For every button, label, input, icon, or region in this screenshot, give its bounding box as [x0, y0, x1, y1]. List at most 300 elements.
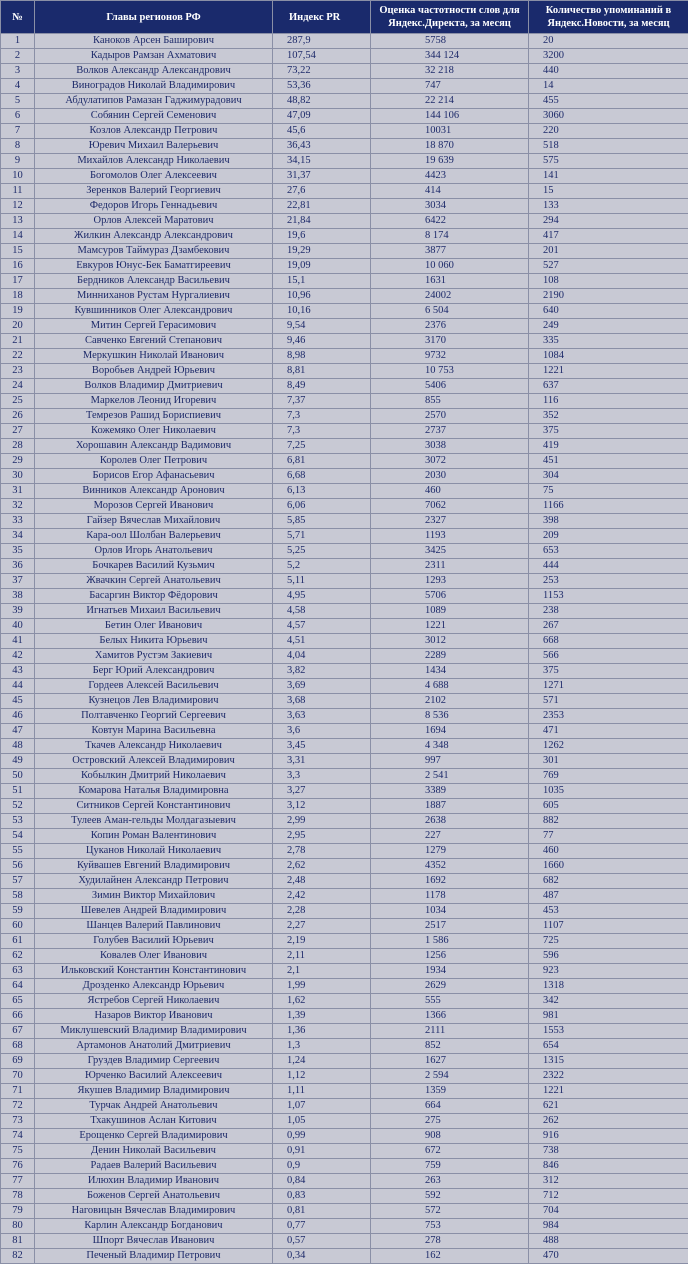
pr-index: 3,63 [273, 709, 371, 724]
governor-name: Ковалев Олег Иванович [35, 949, 273, 964]
yandex-direct-frequency: 10 060 [371, 259, 529, 274]
governor-name: Берг Юрий Александрович [35, 664, 273, 679]
table-row [1, 154, 688, 169]
pr-index: 6,81 [273, 454, 371, 469]
yandex-direct-frequency: 747 [371, 79, 529, 94]
yandex-direct-frequency: 1034 [371, 904, 529, 919]
pr-index: 3,69 [273, 679, 371, 694]
row-number: 45 [1, 694, 35, 709]
row-number: 17 [1, 274, 35, 289]
table-row [1, 244, 688, 259]
table-row [1, 169, 688, 184]
pr-index: 6,06 [273, 499, 371, 514]
yandex-news-mentions: 375 [529, 424, 688, 439]
row-number: 6 [1, 109, 35, 124]
governor-name: Груздев Владимир Сергеевич [35, 1054, 273, 1069]
pr-index: 2,19 [273, 934, 371, 949]
yandex-news-mentions: 14 [529, 79, 688, 94]
row-number: 52 [1, 799, 35, 814]
row-number: 9 [1, 154, 35, 169]
yandex-news-mentions: 352 [529, 409, 688, 424]
pr-index: 1,11 [273, 1084, 371, 1099]
yandex-direct-frequency: 908 [371, 1129, 529, 1144]
yandex-news-mentions: 923 [529, 964, 688, 979]
yandex-news-mentions: 653 [529, 544, 688, 559]
pr-index: 3,68 [273, 694, 371, 709]
row-number: 24 [1, 379, 35, 394]
row-number: 25 [1, 394, 35, 409]
governor-name: Митин Сергей Герасимович [35, 319, 273, 334]
governor-name: Радаев Валерий Васильевич [35, 1159, 273, 1174]
governor-name: Худилайнен Александр Петрович [35, 874, 273, 889]
yandex-direct-frequency: 1434 [371, 664, 529, 679]
pr-index: 1,24 [273, 1054, 371, 1069]
yandex-news-mentions: 1084 [529, 349, 688, 364]
governor-name: Турчак Андрей Анатольевич [35, 1099, 273, 1114]
table-row [1, 304, 688, 319]
yandex-direct-frequency: 10 753 [371, 364, 529, 379]
governor-name: Мамсуров Таймураз Дзамбекович [35, 244, 273, 259]
yandex-direct-frequency: 4423 [371, 169, 529, 184]
yandex-news-mentions: 440 [529, 64, 688, 79]
governor-name: Кадыров Рамзан Ахматович [35, 49, 273, 64]
yandex-direct-frequency: 2517 [371, 919, 529, 934]
pr-index: 19,09 [273, 259, 371, 274]
pr-index: 7,3 [273, 409, 371, 424]
table-row [1, 829, 688, 844]
yandex-direct-frequency: 10031 [371, 124, 529, 139]
row-number: 15 [1, 244, 35, 259]
yandex-news-mentions: 294 [529, 214, 688, 229]
row-number: 10 [1, 169, 35, 184]
pr-index: 45,6 [273, 124, 371, 139]
yandex-news-mentions: 444 [529, 559, 688, 574]
yandex-news-mentions: 640 [529, 304, 688, 319]
yandex-news-mentions: 621 [529, 1099, 688, 1114]
governor-name: Минниханов Рустам Нургалиевич [35, 289, 273, 304]
table-row [1, 889, 688, 904]
table-row [1, 334, 688, 349]
yandex-news-mentions: 1315 [529, 1054, 688, 1069]
row-number: 27 [1, 424, 35, 439]
yandex-news-mentions: 2353 [529, 709, 688, 724]
row-number: 68 [1, 1039, 35, 1054]
governor-name: Морозов Сергей Иванович [35, 499, 273, 514]
row-number: 67 [1, 1024, 35, 1039]
table-row [1, 1054, 688, 1069]
yandex-direct-frequency: 3170 [371, 334, 529, 349]
yandex-news-mentions: 267 [529, 619, 688, 634]
governor-name: Ильковский Константин Константинович [35, 964, 273, 979]
governor-name: Карлин Александр Богданович [35, 1219, 273, 1234]
yandex-direct-frequency: 1887 [371, 799, 529, 814]
yandex-direct-frequency: 8 174 [371, 229, 529, 244]
governor-name: Ковтун Марина Васильевна [35, 724, 273, 739]
row-number: 40 [1, 619, 35, 634]
header-row [1, 1, 688, 34]
table-body [1, 34, 688, 1264]
table-row [1, 679, 688, 694]
yandex-direct-frequency: 227 [371, 829, 529, 844]
yandex-news-mentions: 882 [529, 814, 688, 829]
yandex-direct-frequency: 3389 [371, 784, 529, 799]
row-number: 31 [1, 484, 35, 499]
table-row [1, 439, 688, 454]
yandex-news-mentions: 108 [529, 274, 688, 289]
yandex-direct-frequency: 162 [371, 1249, 529, 1264]
table-row [1, 79, 688, 94]
row-number: 61 [1, 934, 35, 949]
row-number: 35 [1, 544, 35, 559]
row-number: 76 [1, 1159, 35, 1174]
governor-name: Бетин Олег Иванович [35, 619, 273, 634]
row-number: 36 [1, 559, 35, 574]
table-row [1, 199, 688, 214]
yandex-news-mentions: 488 [529, 1234, 688, 1249]
row-number: 54 [1, 829, 35, 844]
pr-index: 5,11 [273, 574, 371, 589]
yandex-direct-frequency: 32 218 [371, 64, 529, 79]
row-number: 64 [1, 979, 35, 994]
table-row [1, 544, 688, 559]
yandex-news-mentions: 417 [529, 229, 688, 244]
yandex-news-mentions: 704 [529, 1204, 688, 1219]
table-row [1, 1084, 688, 1099]
governor-name: Орлов Игорь Анатольевич [35, 544, 273, 559]
pr-index: 1,39 [273, 1009, 371, 1024]
pr-index: 0,9 [273, 1159, 371, 1174]
yandex-direct-frequency: 414 [371, 184, 529, 199]
yandex-direct-frequency: 22 214 [371, 94, 529, 109]
yandex-direct-frequency: 278 [371, 1234, 529, 1249]
yandex-news-mentions: 1262 [529, 739, 688, 754]
pr-index: 19,29 [273, 244, 371, 259]
table-row [1, 979, 688, 994]
yandex-direct-frequency: 4 348 [371, 739, 529, 754]
pr-index: 6,13 [273, 484, 371, 499]
governor-name: Королев Олег Петрович [35, 454, 273, 469]
table-row [1, 1039, 688, 1054]
table-row [1, 469, 688, 484]
pr-index: 287,9 [273, 34, 371, 49]
table-row [1, 859, 688, 874]
pr-index: 3,45 [273, 739, 371, 754]
pr-index: 8,49 [273, 379, 371, 394]
governor-name: Винников Александр Аронович [35, 484, 273, 499]
table-row [1, 694, 688, 709]
yandex-direct-frequency: 1178 [371, 889, 529, 904]
yandex-news-mentions: 1271 [529, 679, 688, 694]
table-row [1, 514, 688, 529]
yandex-direct-frequency: 1692 [371, 874, 529, 889]
governor-name: Шанцев Валерий Павлинович [35, 919, 273, 934]
yandex-direct-frequency: 460 [371, 484, 529, 499]
pr-index: 3,27 [273, 784, 371, 799]
table-row [1, 454, 688, 469]
row-number: 44 [1, 679, 35, 694]
row-number: 71 [1, 1084, 35, 1099]
row-number: 62 [1, 949, 35, 964]
governor-name: Копин Роман Валентинович [35, 829, 273, 844]
row-number: 79 [1, 1204, 35, 1219]
yandex-direct-frequency: 997 [371, 754, 529, 769]
table-row [1, 649, 688, 664]
pr-index: 2,78 [273, 844, 371, 859]
row-number: 57 [1, 874, 35, 889]
yandex-news-mentions: 769 [529, 769, 688, 784]
pr-index: 0,77 [273, 1219, 371, 1234]
yandex-direct-frequency: 2737 [371, 424, 529, 439]
table-row [1, 1219, 688, 1234]
row-number: 20 [1, 319, 35, 334]
table-header [1, 1, 688, 34]
row-number: 32 [1, 499, 35, 514]
yandex-news-mentions: 335 [529, 334, 688, 349]
yandex-news-mentions: 342 [529, 994, 688, 1009]
pr-index: 4,04 [273, 649, 371, 664]
table-row [1, 394, 688, 409]
row-number: 8 [1, 139, 35, 154]
pr-index: 0,57 [273, 1234, 371, 1249]
table-row [1, 1069, 688, 1084]
yandex-news-mentions: 1553 [529, 1024, 688, 1039]
row-number: 66 [1, 1009, 35, 1024]
yandex-news-mentions: 301 [529, 754, 688, 769]
yandex-news-mentions: 15 [529, 184, 688, 199]
pr-index: 3,3 [273, 769, 371, 784]
yandex-direct-frequency: 144 106 [371, 109, 529, 124]
yandex-news-mentions: 1221 [529, 364, 688, 379]
yandex-news-mentions: 253 [529, 574, 688, 589]
governor-name: Хамитов Рустэм Закиевич [35, 649, 273, 664]
governor-name: Миклушевский Владимир Владимирович [35, 1024, 273, 1039]
governor-name: Игнатьев Михаил Васильевич [35, 604, 273, 619]
pr-index: 5,2 [273, 559, 371, 574]
yandex-news-mentions: 654 [529, 1039, 688, 1054]
governor-name: Наговицын Вячеслав Владимирович [35, 1204, 273, 1219]
yandex-news-mentions: 3200 [529, 49, 688, 64]
yandex-direct-frequency: 1089 [371, 604, 529, 619]
table-row [1, 124, 688, 139]
yandex-direct-frequency: 5758 [371, 34, 529, 49]
row-number: 30 [1, 469, 35, 484]
row-number: 48 [1, 739, 35, 754]
table-row [1, 64, 688, 79]
row-number: 26 [1, 409, 35, 424]
table-row [1, 814, 688, 829]
governor-name: Цуканов Николай Николаевич [35, 844, 273, 859]
table-row [1, 319, 688, 334]
table-row [1, 349, 688, 364]
table-row [1, 574, 688, 589]
row-number: 65 [1, 994, 35, 1009]
table-row [1, 709, 688, 724]
row-number: 11 [1, 184, 35, 199]
yandex-direct-frequency: 1359 [371, 1084, 529, 1099]
governor-name: Каноков Арсен Баширович [35, 34, 273, 49]
table-row [1, 844, 688, 859]
table-row [1, 1234, 688, 1249]
yandex-direct-frequency: 3425 [371, 544, 529, 559]
governor-name: Ткачев Александр Николаевич [35, 739, 273, 754]
yandex-news-mentions: 3060 [529, 109, 688, 124]
row-number: 77 [1, 1174, 35, 1189]
governor-name: Печеный Владимир Петрович [35, 1249, 273, 1264]
pr-index: 0,34 [273, 1249, 371, 1264]
governor-name: Ястребов Сергей Николаевич [35, 994, 273, 1009]
yandex-news-mentions: 725 [529, 934, 688, 949]
yandex-news-mentions: 141 [529, 169, 688, 184]
governor-name: Куйвашев Евгений Владимирович [35, 859, 273, 874]
yandex-direct-frequency: 5706 [371, 589, 529, 604]
governor-name: Денин Николай Васильевич [35, 1144, 273, 1159]
row-number: 50 [1, 769, 35, 784]
yandex-direct-frequency: 1279 [371, 844, 529, 859]
governor-name: Федоров Игорь Геннадьевич [35, 199, 273, 214]
table-row [1, 49, 688, 64]
pr-index: 5,85 [273, 514, 371, 529]
yandex-news-mentions: 984 [529, 1219, 688, 1234]
governor-name: Назаров Виктор Иванович [35, 1009, 273, 1024]
yandex-direct-frequency: 672 [371, 1144, 529, 1159]
row-number: 29 [1, 454, 35, 469]
governor-name: Бердников Александр Васильевич [35, 274, 273, 289]
pr-index: 8,98 [273, 349, 371, 364]
pr-index: 34,15 [273, 154, 371, 169]
yandex-news-mentions: 262 [529, 1114, 688, 1129]
governor-name: Шевелев Андрей Владимирович [35, 904, 273, 919]
governor-name: Юрченко Василий Алексеевич [35, 1069, 273, 1084]
pr-index: 3,82 [273, 664, 371, 679]
table-row [1, 109, 688, 124]
row-number: 22 [1, 349, 35, 364]
yandex-direct-frequency: 555 [371, 994, 529, 1009]
row-number: 4 [1, 79, 35, 94]
yandex-direct-frequency: 592 [371, 1189, 529, 1204]
yandex-news-mentions: 2190 [529, 289, 688, 304]
governor-name: Басаргин Виктор Фёдорович [35, 589, 273, 604]
yandex-direct-frequency: 8 536 [371, 709, 529, 724]
row-number: 14 [1, 229, 35, 244]
table-row [1, 949, 688, 964]
pr-index: 1,12 [273, 1069, 371, 1084]
row-number: 39 [1, 604, 35, 619]
yandex-news-mentions: 209 [529, 529, 688, 544]
yandex-direct-frequency: 1293 [371, 574, 529, 589]
row-number: 60 [1, 919, 35, 934]
table-row [1, 739, 688, 754]
yandex-direct-frequency: 1627 [371, 1054, 529, 1069]
table-row [1, 799, 688, 814]
yandex-direct-frequency: 1934 [371, 964, 529, 979]
yandex-news-mentions: 220 [529, 124, 688, 139]
yandex-news-mentions: 1221 [529, 1084, 688, 1099]
yandex-direct-frequency: 3012 [371, 634, 529, 649]
pr-index: 2,27 [273, 919, 371, 934]
pr-index: 47,09 [273, 109, 371, 124]
yandex-news-mentions: 419 [529, 439, 688, 454]
pr-index: 15,1 [273, 274, 371, 289]
row-number: 46 [1, 709, 35, 724]
pr-index: 2,28 [273, 904, 371, 919]
yandex-news-mentions: 637 [529, 379, 688, 394]
row-number: 33 [1, 514, 35, 529]
row-number: 5 [1, 94, 35, 109]
yandex-direct-frequency: 1631 [371, 274, 529, 289]
yandex-direct-frequency: 275 [371, 1114, 529, 1129]
pr-index: 2,42 [273, 889, 371, 904]
yandex-direct-frequency: 1694 [371, 724, 529, 739]
pr-index: 2,62 [273, 859, 371, 874]
header-yandex-direct: Оценка частотности слов для Яндекс.Директа, за месяц [371, 1, 529, 34]
yandex-news-mentions: 77 [529, 829, 688, 844]
governor-name: Ерощенко Сергей Владимирович [35, 1129, 273, 1144]
yandex-direct-frequency: 2102 [371, 694, 529, 709]
yandex-direct-frequency: 572 [371, 1204, 529, 1219]
yandex-news-mentions: 238 [529, 604, 688, 619]
table-row [1, 724, 688, 739]
row-number: 78 [1, 1189, 35, 1204]
yandex-news-mentions: 981 [529, 1009, 688, 1024]
governor-name: Волков Владимир Дмитриевич [35, 379, 273, 394]
yandex-direct-frequency: 1256 [371, 949, 529, 964]
pr-index: 6,68 [273, 469, 371, 484]
table-row [1, 1024, 688, 1039]
pr-index: 1,62 [273, 994, 371, 1009]
governor-name: Волков Александр Александрович [35, 64, 273, 79]
table-row [1, 904, 688, 919]
yandex-news-mentions: 398 [529, 514, 688, 529]
yandex-direct-frequency: 2289 [371, 649, 529, 664]
pr-index: 1,36 [273, 1024, 371, 1039]
pr-index: 107,54 [273, 49, 371, 64]
row-number: 73 [1, 1114, 35, 1129]
yandex-direct-frequency: 1221 [371, 619, 529, 634]
yandex-news-mentions: 201 [529, 244, 688, 259]
row-number: 56 [1, 859, 35, 874]
governor-name: Боженов Сергей Анатольевич [35, 1189, 273, 1204]
table-row [1, 229, 688, 244]
yandex-news-mentions: 249 [529, 319, 688, 334]
yandex-news-mentions: 75 [529, 484, 688, 499]
yandex-news-mentions: 304 [529, 469, 688, 484]
yandex-direct-frequency: 2030 [371, 469, 529, 484]
yandex-direct-frequency: 7062 [371, 499, 529, 514]
governor-name: Жвачкин Сергей Анатольевич [35, 574, 273, 589]
row-number: 18 [1, 289, 35, 304]
table-row [1, 379, 688, 394]
yandex-direct-frequency: 9732 [371, 349, 529, 364]
row-number: 58 [1, 889, 35, 904]
yandex-news-mentions: 668 [529, 634, 688, 649]
row-number: 63 [1, 964, 35, 979]
pr-index: 9,54 [273, 319, 371, 334]
yandex-direct-frequency: 1366 [371, 1009, 529, 1024]
yandex-news-mentions: 470 [529, 1249, 688, 1264]
table-row [1, 214, 688, 229]
pr-index: 3,6 [273, 724, 371, 739]
row-number: 42 [1, 649, 35, 664]
table-row [1, 94, 688, 109]
table-row [1, 424, 688, 439]
yandex-news-mentions: 738 [529, 1144, 688, 1159]
governor-name: Михайлов Александр Николаевич [35, 154, 273, 169]
governor-name: Жилкин Александр Александрович [35, 229, 273, 244]
table-row [1, 289, 688, 304]
pr-index: 4,57 [273, 619, 371, 634]
table-row [1, 559, 688, 574]
table-row [1, 1174, 688, 1189]
